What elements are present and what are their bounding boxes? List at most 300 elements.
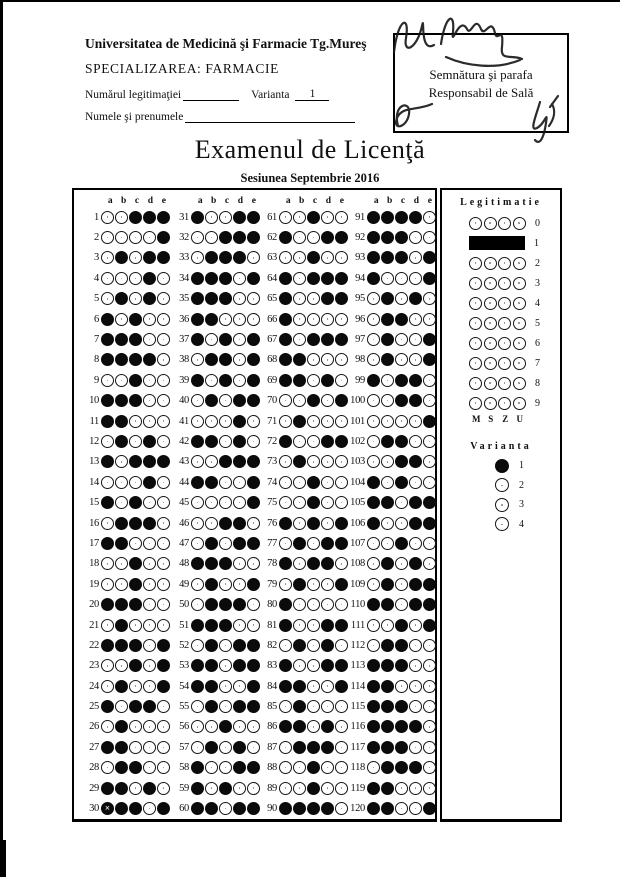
bubble-b [293,435,306,448]
bubble-e [157,333,170,346]
question-row [170,350,260,370]
question-number: 118 [350,762,365,774]
bubble-d [233,394,246,407]
answer-grid [72,188,437,822]
digit-label: 3 [535,277,540,289]
bubble-c [219,782,232,795]
id-blank-field [183,88,239,101]
bubble-c [307,394,320,407]
question-number: 83 [267,660,277,672]
bubble-e [157,517,170,530]
bubble-c [129,517,142,530]
bubble-c [129,455,142,468]
bubble-s [484,297,497,310]
bubble-b [381,435,394,448]
bubble-group [279,537,348,550]
question-row [80,798,170,818]
bubble-b [205,782,218,795]
bubble-group [101,700,170,713]
bubble-group [367,639,436,652]
bubble-b [205,435,218,448]
bubble-c [307,292,320,305]
bubble-c [307,517,320,530]
bubble-b [205,374,218,387]
bubble-b [293,578,306,591]
question-row [170,431,260,451]
bubble-varianta-3 [495,498,509,512]
bubble-b [205,394,218,407]
question-row [346,350,436,370]
bubble-c [307,476,320,489]
bubble-a [191,639,204,652]
bubble-b [115,374,128,387]
bubble-c [219,435,232,448]
bubble-d [321,537,334,550]
bubble-a [279,415,292,428]
bubble-c [395,231,408,244]
question-number: 87 [267,741,277,753]
bubble-c [395,496,408,509]
bubble-m [469,317,482,330]
question-number: 32 [179,232,189,244]
bubble-d [409,211,422,224]
bubble-c [395,292,408,305]
question-row [258,248,348,268]
question-number: 81 [267,619,277,631]
bubble-e [157,802,170,815]
option-letter: c [400,196,406,206]
bubble-e [423,455,436,468]
bubble-c [307,353,320,366]
handwritten-signatures [378,4,584,154]
signature-stroke [550,96,558,107]
bubble-group [191,353,260,366]
question-row [170,452,260,472]
bubble-group [101,578,170,591]
column-letter: M [472,414,481,424]
bubble-c [395,802,408,815]
bubble-group [191,659,260,672]
bubble-d [321,782,334,795]
bubble-a [279,557,292,570]
bubble-b [205,802,218,815]
bubble-group [367,415,436,428]
bubble-d [409,557,422,570]
bubble-d [143,680,156,693]
question-number: 88 [267,762,277,774]
question-row [346,615,436,635]
bubble-b [381,741,394,754]
bubble-a [101,496,114,509]
bubble-group [367,802,436,815]
bubble-a [101,435,114,448]
bubble-e [423,680,436,693]
bubble-a [367,333,380,346]
bubble-d [143,211,156,224]
question-number: 44 [179,476,189,488]
bubble-d [143,598,156,611]
bubble-m [469,257,482,270]
bubble-c [395,639,408,652]
question-number: 69 [267,374,277,386]
question-row [346,411,436,431]
question-row [170,717,260,737]
bubble-e [157,680,170,693]
bubble-b [381,761,394,774]
bubble-c [219,598,232,611]
bubble-c [307,333,320,346]
bubble-b [115,313,128,326]
bubble-d [143,578,156,591]
bubble-group [367,598,436,611]
question-row [346,289,436,309]
question-row [346,594,436,614]
question-row [258,289,348,309]
bubble-d [143,741,156,754]
question-number: 27 [89,741,99,753]
bubble-b [293,333,306,346]
legitimatie-row [442,273,560,293]
bubble-a [367,374,380,387]
bubble-d [409,455,422,468]
bubble-e [157,455,170,468]
question-row [258,350,348,370]
bubble-c [395,476,408,489]
bubble-d [321,720,334,733]
bubble-c [395,394,408,407]
bubble-c [219,517,232,530]
question-number: 50 [179,599,189,611]
bubble-b [115,720,128,733]
bubble-a [279,537,292,550]
bubble-a [367,680,380,693]
question-row [170,227,260,247]
answer-column-4 [346,192,436,819]
bubble-a [367,578,380,591]
bubble-m [469,277,482,290]
bubble-a [101,251,114,264]
question-row [170,758,260,778]
bubble-b [115,333,128,346]
question-number: 115 [350,701,365,713]
bubble-e [423,782,436,795]
bubble-d [143,802,156,815]
bubble-e [423,557,436,570]
column-letter: Z [502,414,509,424]
bubble-group [101,557,170,570]
bubble-a [279,211,292,224]
question-row [346,248,436,268]
bubble-b [115,517,128,530]
question-row [258,492,348,512]
question-number: 84 [267,680,277,692]
question-row [258,411,348,431]
bubble-varianta-1 [495,459,509,473]
bubble-c [129,415,142,428]
bubble-c [219,557,232,570]
bubble-b [381,476,394,489]
question-row [80,329,170,349]
varianta-options [442,456,560,534]
bubble-b [293,251,306,264]
bubble-s [484,217,497,230]
bubble-e [157,659,170,672]
bubble-b [115,435,128,448]
question-number: 96 [355,313,365,325]
question-number: 109 [350,578,365,590]
bubble-d [321,496,334,509]
bubble-c [219,394,232,407]
bubble-group [367,353,436,366]
varianta-option-row [442,495,560,515]
bubble-b [293,598,306,611]
bubble-b [205,537,218,550]
bubble-e [157,313,170,326]
question-row [80,411,170,431]
question-number: 86 [267,721,277,733]
question-row [258,329,348,349]
bubble-e [157,374,170,387]
bubble-d [143,231,156,244]
bubble-group [101,659,170,672]
question-number: 33 [179,252,189,264]
bubble-group [101,211,170,224]
bubble-group [101,435,170,448]
bubble-b [293,415,306,428]
bubble-e [157,619,170,632]
question-number: 5 [94,293,99,305]
bubble-group [101,333,170,346]
question-number: 92 [355,232,365,244]
bubble-group [279,435,348,448]
bubble-b [293,619,306,632]
bubble-group [279,333,348,346]
question-number: 46 [179,517,189,529]
bubble-b [205,333,218,346]
question-number: 68 [267,354,277,366]
bubble-b [381,272,394,285]
bubble-b [381,782,394,795]
bubble-a [191,680,204,693]
bubble-d [233,292,246,305]
bubble-e [423,639,436,652]
bubble-d [233,231,246,244]
bubble-d [233,435,246,448]
question-number: 93 [355,252,365,264]
bubble-e [157,496,170,509]
question-number: 9 [94,374,99,386]
bubble-a [279,455,292,468]
bubble-b [293,394,306,407]
university-name: Universitatea de Medicină şi Farmacie Tg.Mureş [85,36,367,51]
exam-session: Sesiunea Septembrie 2016 [240,171,380,185]
bubble-b [115,496,128,509]
option-letter: b [386,196,393,206]
bubble-a [191,272,204,285]
bubble-b [381,720,394,733]
bubble-group [367,700,436,713]
bubble-group [367,761,436,774]
bubble-group [279,557,348,570]
bubble-b [381,353,394,366]
question-number: 95 [355,293,365,305]
question-number: 74 [267,476,277,488]
bubble-c [219,251,232,264]
bubble-c [307,557,320,570]
question-row [258,676,348,696]
question-number: 114 [350,680,365,692]
question-number: 18 [89,558,99,570]
bubble-c [219,700,232,713]
option-letter: d [413,196,420,206]
bubble-a [191,333,204,346]
bubble-a [191,537,204,550]
bubble-c [395,578,408,591]
bubble-group [101,476,170,489]
question-row [346,717,436,737]
varianta-option-label: 3 [519,499,524,511]
bubble-d [233,374,246,387]
bubble-c [219,619,232,632]
bubble-b [205,517,218,530]
question-number: 112 [350,639,365,651]
bubble-b [205,272,218,285]
bubble-a [101,394,114,407]
question-number: 15 [89,497,99,509]
bubble-b [115,231,128,244]
bubble-a [101,353,114,366]
bubble-u [513,297,526,310]
bubble-e [423,659,436,672]
question-row [346,329,436,349]
bubble-b [115,415,128,428]
bubble-group [191,415,260,428]
bubble-d [233,761,246,774]
bubble-d [233,598,246,611]
question-number: 16 [89,517,99,529]
bubble-c [129,476,142,489]
bubble-a [279,700,292,713]
bubble-b [381,292,394,305]
question-number: 54 [179,680,189,692]
bubble-d [321,578,334,591]
bubble-b [205,476,218,489]
bubble-d [409,496,422,509]
bubble-a [191,292,204,305]
bubble-d [409,374,422,387]
option-letter: a [285,196,291,206]
bubble-d [233,272,246,285]
bubble-b [115,292,128,305]
bubble-c [219,680,232,693]
question-number: 21 [89,619,99,631]
bubble-b [115,700,128,713]
question-row [346,207,436,227]
option-letter: a [107,196,113,206]
bubble-c [129,333,142,346]
bubble-group [469,317,526,330]
bubble-c [129,619,142,632]
bubble-a [367,496,380,509]
question-row [258,656,348,676]
bubble-b [381,231,394,244]
question-number: 28 [89,762,99,774]
question-row [346,676,436,696]
bubble-a [279,720,292,733]
bubble-a [191,782,204,795]
bubble-a [101,374,114,387]
variant-label: Varianta [251,89,290,101]
bubble-e [423,598,436,611]
question-row [346,268,436,288]
bubble-group [191,578,260,591]
bubble-a [279,598,292,611]
bubble-e [423,517,436,530]
digit-label: 2 [535,257,540,269]
legitimatie-row [442,353,560,373]
bubble-b [115,476,128,489]
bubble-group [101,394,170,407]
bubble-group [279,251,348,264]
bubble-d [409,313,422,326]
bubble-e [423,333,436,346]
legitimatie-rows [442,213,560,413]
bubble-group [191,374,260,387]
bubble-e [423,272,436,285]
bubble-group [101,517,170,530]
bubble-d [233,619,246,632]
bubble-d [143,333,156,346]
option-letter: a [373,196,379,206]
question-number: 66 [267,313,277,325]
digit-label: 7 [535,357,540,369]
bubble-a [279,251,292,264]
bubble-c [395,598,408,611]
bubble-d [233,659,246,672]
question-row [346,635,436,655]
bubble-u [513,217,526,230]
varianta-option-label: 1 [519,460,524,472]
question-row [80,227,170,247]
bubble-e [157,700,170,713]
bubble-d [233,517,246,530]
bubble-c [219,455,232,468]
bubble-z [498,397,511,410]
question-number: 94 [355,272,365,284]
question-row [170,635,260,655]
bubble-d [321,741,334,754]
bubble-group [279,292,348,305]
question-row [80,289,170,309]
option-letter: b [210,196,217,206]
bubble-b [115,211,128,224]
bubble-b [293,496,306,509]
bubble-group [191,333,260,346]
bubble-group [469,337,526,350]
bubble-d [321,557,334,570]
bubble-group [469,297,526,310]
bubble-c [307,802,320,815]
bubble-group [367,537,436,550]
bubble-e [157,598,170,611]
bubble-group [191,272,260,285]
bubble-a [191,700,204,713]
bubble-d [233,782,246,795]
option-letter: d [325,196,332,206]
bubble-d [143,557,156,570]
bubble-a [101,557,114,570]
question-row [80,513,170,533]
